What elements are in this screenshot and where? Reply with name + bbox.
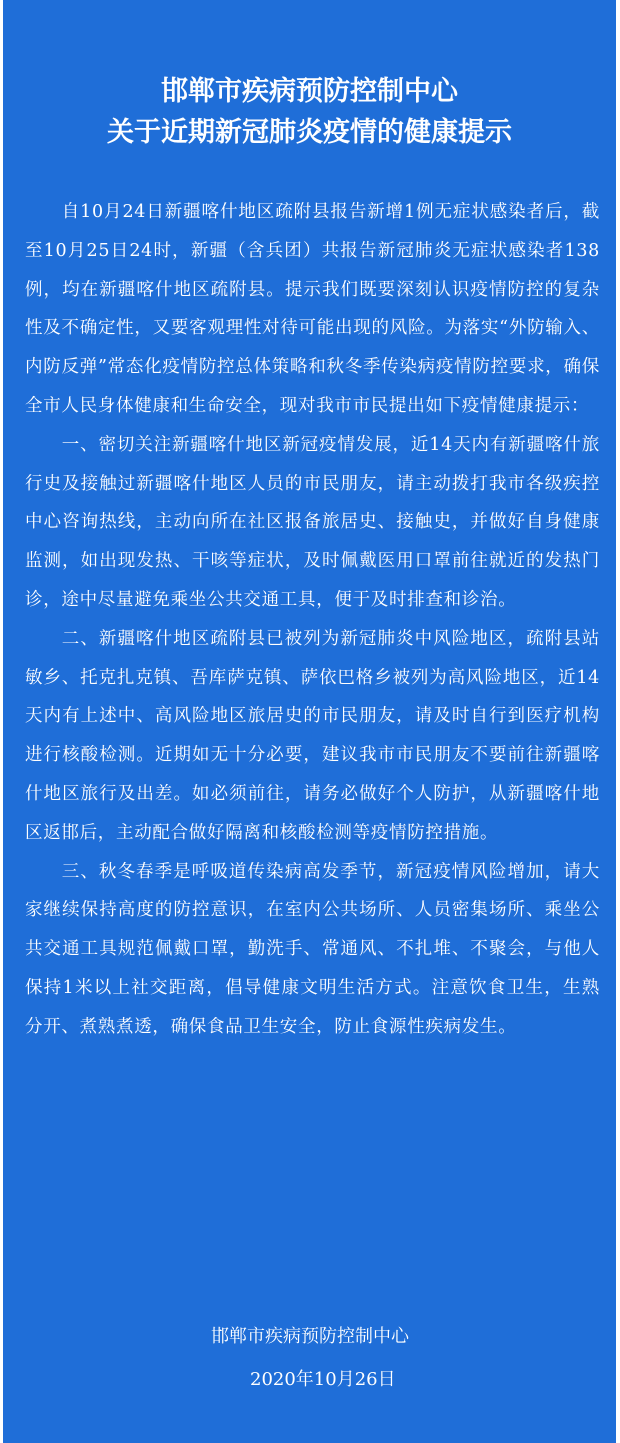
paragraph-item-1: 一、密切关注新疆喀什地区新冠疫情发展，近14天内有新疆喀什旅行史及接触过新疆喀什地区人员的市民朋友，请主动拨打我市各级疾控中心咨询热线，主动向所在社区报备旅居史、接触史，并做好自身健康监测，如出现发热、干咳等症状，及时佩戴医用口罩前往就近的发热门诊，途中尽量避免乘坐公共交通工具，便于及时排查和诊治。 [25,434,600,610]
signature-organization: 邯郸市疾病预防控制中心 [211,1326,409,1347]
paragraph-intro: 自10月24日新疆喀什地区疏附县报告新增1例无症状感染者后，截至10月25日24时，新疆（含兵团）共报告新冠肺炎无症状感染者138例，均在新疆喀什地区疏附县。提示我们既要深刻认识疫情防控的复杂性及不确定性，又要客观理性对待可能出现的风险。为落实“外防输入、内防反弹”常态化疫情防控总体策略和秋冬季传染病疫情防控要求，确保全市人民身体健康和生命安全，现对我市市民提出如下疫情健康提示： [25,202,600,416]
paragraph-item-3: 三、秋冬春季是呼吸道传染病高发季节，新冠疫情风险增加，请大家继续保持高度的防控意识，在室内公共场所、人员密集场所、乘坐公共交通工具规范佩戴口罩，勤洗手、常通风、不扎堆、不聚会，与他人保持1米以上社交距离，倡导健康文明生活方式。注意饮食卫生，生熟分开、煮熟煮透，确保食品卫生安全，防止食源性疾病发生。 [25,861,600,1037]
paragraph-item-2: 二、新疆喀什地区疏附县已被列为新冠肺炎中风险地区，疏附县站敏乡、托克扎克镇、吾库萨克镇、萨依巴格乡被列为高风险地区，近14天内有上述中、高风险地区旅居史的市民朋友，请及时自行到医疗机构进行核酸检测。近期如无十分必要，建议我市市民朋友不要前往新疆喀什地区旅行及出差。如必须前往，请务必做好个人防护，从新疆喀什地区返邯后，主动配合做好隔离和核酸检测等疫情防控措施。 [25,628,600,843]
notice-title-line-1: 邯郸市疾病预防控制中心 [161,76,458,107]
signature-date: 2020年10月26日 [250,1369,396,1390]
notice-panel [3,0,616,1443]
notice-title-line-2: 关于近期新冠肺炎疫情的健康提示 [107,117,512,148]
notice-body [25,193,600,1047]
